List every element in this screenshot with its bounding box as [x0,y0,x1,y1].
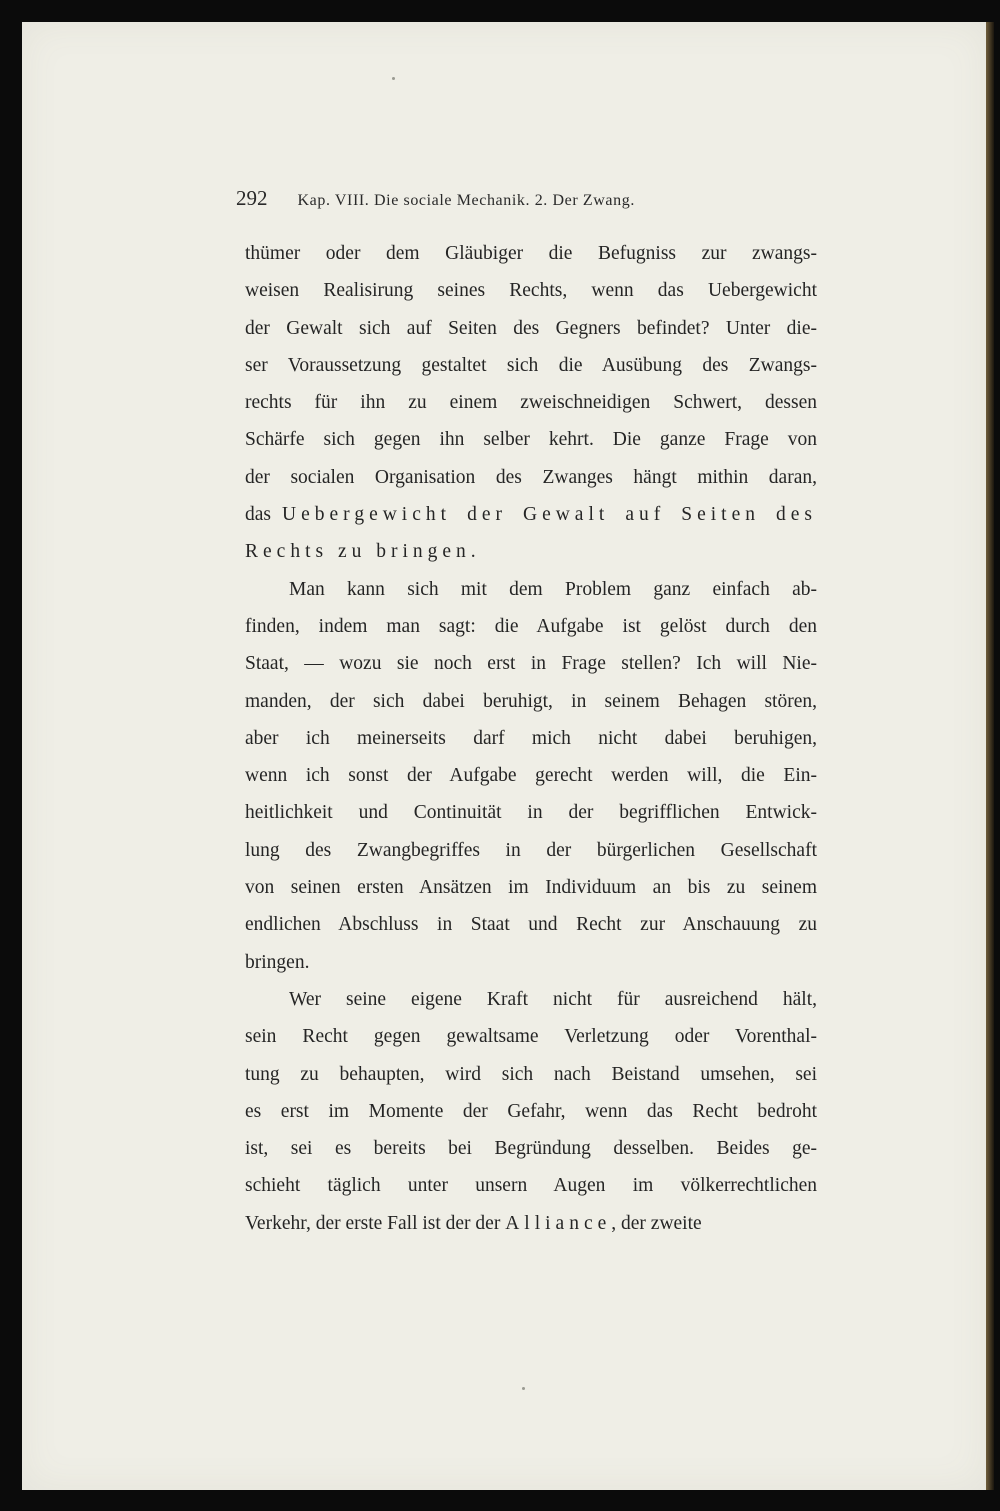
text-line: finden, indem man sagt: die Aufgabe ist gelöst durch den [245,615,817,637]
paper-speck [392,77,395,80]
text-line: weisen Realisirung seines Rechts, wenn das Uebergewicht [245,280,817,302]
text-line: sein Recht gegen gewaltsame Verletzung oder Vorenthal- [245,1026,817,1048]
text-line: thümer oder dem Gläubiger die Befugniss zur zwangs- [245,243,817,264]
text-line: der socialen Organisation des Zwanges hängt mithin daran, [245,466,817,488]
paragraph [245,235,817,571]
text-line: rechts für ihn zu einem zweischneidigen Schwert, dessen [245,392,817,414]
line-text: das [245,504,283,526]
text-line [245,533,817,570]
paragraph [245,571,817,981]
paragraph [245,981,817,1242]
book-spine-edge [986,22,994,1490]
text-line: manden, der sich dabei beruhigt, in seinem Behagen stören, [245,690,817,712]
text-line: lung des Zwangbegriffes in der bürgerlichen Gesellschaft [245,839,817,861]
text-line: bringen. [245,951,310,973]
line-text: . [470,541,476,563]
text-line: der Gewalt sich auf Seiten des Gegners befindet? Unter die- [245,317,817,339]
text-line: aber ich meinerseits darf mich nicht dabei beruhigen, [245,727,817,749]
text-line: von seinen ersten Ansätzen im Individuum an bis zu seinem [245,877,817,899]
text-line: wenn ich sonst der Aufgabe gerecht werden will, die Ein- [245,765,817,787]
text-line: Wer seine eigene Kraft nicht für ausreichend hält, [289,988,817,1010]
text-line: Staat, — wozu sie noch erst in Frage stellen? Ich will Nie- [245,653,817,675]
emphasized-text: Uebergewicht der Gewalt auf Seiten des [282,504,817,526]
text-line: ser Voraussetzung gestaltet sich die Ausübung des Zwangs- [245,354,817,376]
body-text [245,235,817,1242]
text-line: Schärfe sich gegen ihn selber kehrt. Die ganze Frage von [245,429,817,451]
text-line: schieht täglich unter unsern Augen im völkerrechtlichen [245,1175,817,1197]
text-line: tung zu behaupten, wird sich nach Beistand umsehen, sei [245,1063,817,1085]
chapter-heading: Kap. VIII. Die sociale Mechanik. 2. Der Zwang. [297,192,635,209]
text-line: Man kann sich mit dem Problem ganz einfach ab- [289,578,817,600]
text-line [245,496,817,533]
text-line [245,1205,817,1242]
text-line: endlichen Abschluss in Staat und Recht zur Anschauung zu [245,914,817,936]
emphasized-text: Alliance [505,1212,612,1234]
line-text: Verkehr, der erste Fall ist der der [245,1212,506,1234]
paper-speck [522,1387,525,1390]
emphasized-text: Rechts zu bringen [245,541,471,563]
text-line: es erst im Momente der Gefahr, wenn das Recht bedroht [245,1100,817,1122]
page-number: 292 [236,186,268,210]
text-line: heitlichkeit und Continuität in der begrifflichen Entwick- [245,802,817,824]
line-text: , der zweite [611,1212,702,1234]
text-line: ist, sei es bereits bei Begründung desselben. Beides ge- [245,1138,817,1160]
running-head [236,186,796,211]
